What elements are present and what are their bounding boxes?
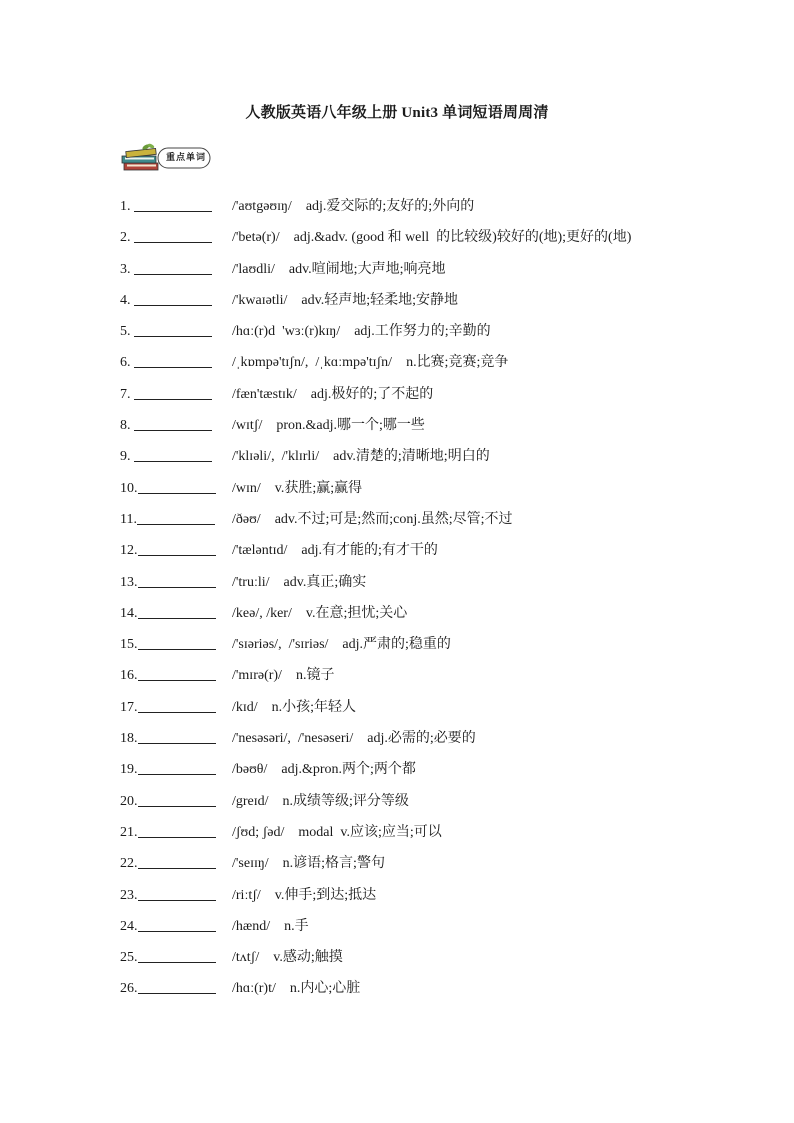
item-number: 17. [120,699,138,715]
item-number: 25. [120,950,138,966]
meaning: adv.真正;确实 [283,574,367,590]
phonetic: /ˌkɒmpə'tɪʃn/, /ˌkɑːmpə'tɪʃn/ [232,355,393,371]
item-number: 22. [120,856,138,872]
answer-blank[interactable] [138,539,216,556]
answer-blank[interactable] [138,477,216,494]
phonetic: /keə/, /ker/ [232,605,292,621]
answer-blank[interactable] [138,915,216,932]
item-number: 16. [120,668,138,684]
word-info [232,633,451,657]
item-number: 26. [120,981,138,997]
word-row [120,664,720,695]
word-info [232,258,445,282]
phonetic: /'klɪəli/, /'klɪrli/ [232,449,320,465]
item-number: 5. [120,324,131,340]
item-number: 1. [120,199,131,214]
word-row [120,758,720,789]
phonetic: /'sɪəriəs/, /'sɪriəs/ [232,637,329,653]
word-info [232,915,309,939]
word-row [120,790,720,821]
answer-blank[interactable] [138,821,216,838]
answer-blank[interactable] [134,445,212,462]
word-info [232,977,360,1001]
answer-blank[interactable] [134,414,212,431]
phonetic: /'tæləntɪd/ [232,543,288,559]
item-number: 9. [120,449,131,465]
word-info [232,351,508,375]
word-row [120,320,720,351]
answer-blank[interactable] [134,195,212,212]
word-info [232,821,442,845]
word-row [120,477,720,508]
meaning: adj.严肃的;稳重的 [342,637,451,653]
answer-blank[interactable] [138,758,216,775]
word-info [232,790,409,814]
phonetic: /'seɪɪŋ/ [232,856,269,872]
word-row [120,383,720,414]
word-row [120,289,720,320]
meaning: n.小孩;年轻人 [271,699,357,715]
word-info [232,571,366,595]
word-info [232,852,385,876]
meaning: adj.&pron.两个;两个都 [281,762,416,778]
item-number: 14. [120,605,138,621]
answer-blank[interactable] [138,977,216,994]
item-number: 3. [120,261,131,277]
meaning: v.在意;担忧;关心 [305,605,408,621]
word-row [120,977,720,1008]
page-title: 人教版英语八年级上册 Unit3 单词短语周周清 [245,105,549,121]
meaning: adj.必需的;必要的 [367,731,476,747]
meaning: n.手 [284,918,309,934]
meaning: n.谚语;格言;警句 [282,856,385,872]
word-info [232,226,631,250]
meaning: n.内心;心脏 [289,981,361,997]
meaning: adv.不过;可是;然而;conj.虽然;尽管;不过 [274,511,513,527]
word-row [120,602,720,633]
phonetic: /tʌtʃ/ [232,950,260,966]
phonetic: /wɪtʃ/ [232,418,263,434]
phonetic: /fæn'tæstɪk/ [232,386,297,402]
phonetic: /ʃʊd; ʃəd/ [232,824,285,840]
answer-blank[interactable] [138,852,216,869]
item-number: 2. [120,230,131,246]
answer-blank[interactable] [138,884,216,901]
word-info [232,946,343,970]
word-list [120,195,720,1009]
phonetic: /'laʊdli/ [232,261,275,277]
word-info [232,477,362,501]
word-row [120,821,720,852]
answer-blank[interactable] [138,946,216,963]
phonetic: /greɪd/ [232,793,269,809]
meaning: n.镜子 [295,668,335,684]
phonetic: /ðəʊ/ [232,511,261,527]
word-info [232,884,376,908]
meaning: adj.有才能的;有才干的 [301,543,438,559]
meaning: adv.喧闹地;大声地;响亮地 [288,261,446,277]
answer-blank[interactable] [134,289,212,306]
item-number: 4. [120,292,131,308]
phonetic: /'aʊtgəʊɪŋ/ [232,199,292,214]
meaning: adj.极好的;了不起的 [310,386,434,402]
answer-blank[interactable] [138,571,216,588]
word-info [232,445,490,469]
meaning: n.比赛;竞赛;竞争 [406,355,509,371]
word-row [120,508,720,539]
item-number: 24. [120,918,138,934]
meaning: v.伸手;到达;抵达 [274,887,377,903]
item-number: 6. [120,355,131,371]
answer-blank[interactable] [138,633,216,650]
phonetic: /riːtʃ/ [232,887,261,903]
meaning: adj.工作努力的;辛勤的 [354,324,491,340]
phonetic: /'nesəsəri/, /'nesəseri/ [232,731,354,747]
answer-blank[interactable] [138,602,216,619]
answer-blank[interactable] [134,383,212,400]
word-row [120,884,720,915]
meaning: adv.清楚的;清晰地;明白的 [333,449,490,465]
item-number: 21. [120,824,138,840]
answer-blank[interactable] [138,790,216,807]
phonetic: /wɪn/ [232,480,261,496]
item-number: 18. [120,731,138,747]
word-row [120,571,720,602]
item-number: 7. [120,386,131,402]
answer-blank[interactable] [134,351,212,368]
meaning: pron.&adj.哪一个;哪一些 [276,418,425,434]
phonetic: /'mɪrə(r)/ [232,668,282,684]
word-row [120,946,720,977]
phonetic: /hɑː(r)t/ [232,981,276,997]
word-info [232,414,425,438]
answer-blank[interactable] [138,727,216,744]
word-info [232,539,438,563]
item-number: 10. [120,480,138,496]
item-number: 13. [120,574,138,590]
word-info [232,508,513,532]
word-row [120,414,720,445]
phonetic: /'kwaɪətli/ [232,292,288,308]
item-number: 19. [120,762,138,778]
item-number: 11. [120,511,137,527]
answer-blank[interactable] [138,696,216,713]
phonetic: /kɪd/ [232,699,258,715]
meaning: adv.轻声地;轻柔地;安静地 [301,292,458,308]
word-info [232,195,474,219]
word-row [120,195,720,226]
answer-blank[interactable] [134,226,212,243]
item-number: 20. [120,793,138,809]
section-label: 重点单词 [165,153,206,163]
word-row [120,696,720,727]
word-row [120,539,720,570]
word-row [120,226,720,257]
phonetic: /hænd/ [232,918,271,934]
word-row [120,915,720,946]
item-number: 12. [120,543,138,559]
answer-blank[interactable] [138,664,216,681]
answer-blank[interactable] [134,320,212,337]
meaning: v.感动;触摸 [273,950,343,966]
phonetic: /hɑː(r)d 'wɜː(r)kɪŋ/ [232,324,341,340]
word-info [232,664,334,688]
item-number: 8. [120,418,131,434]
phonetic: /bəʊθ/ [232,762,268,778]
meaning: adj.&adv. (good 和 well 的比较级)较好的(地);更好的(地) [293,230,632,246]
word-row [120,258,720,289]
section-badge [120,142,212,174]
word-row [120,852,720,883]
item-number: 23. [120,887,138,903]
word-info [232,602,407,626]
word-row [120,633,720,664]
answer-blank[interactable] [134,258,212,275]
answer-blank[interactable] [137,508,215,525]
meaning: adj.爱交际的;友好的;外向的 [305,199,475,214]
word-info [232,320,491,344]
meaning: v.获胜;赢;赢得 [274,480,363,496]
meaning: modal v.应该;应当;可以 [298,824,442,840]
item-number: 15. [120,637,138,653]
meaning: n.成绩等级;评分等级 [282,793,409,809]
word-row [120,445,720,476]
word-info [232,758,416,782]
word-info [232,727,476,751]
word-info [232,289,458,313]
word-row [120,351,720,382]
word-info [232,383,433,407]
phonetic: /'truːli/ [232,574,270,590]
word-info [232,696,356,720]
phonetic: /'betə(r)/ [232,230,280,246]
word-row [120,727,720,758]
